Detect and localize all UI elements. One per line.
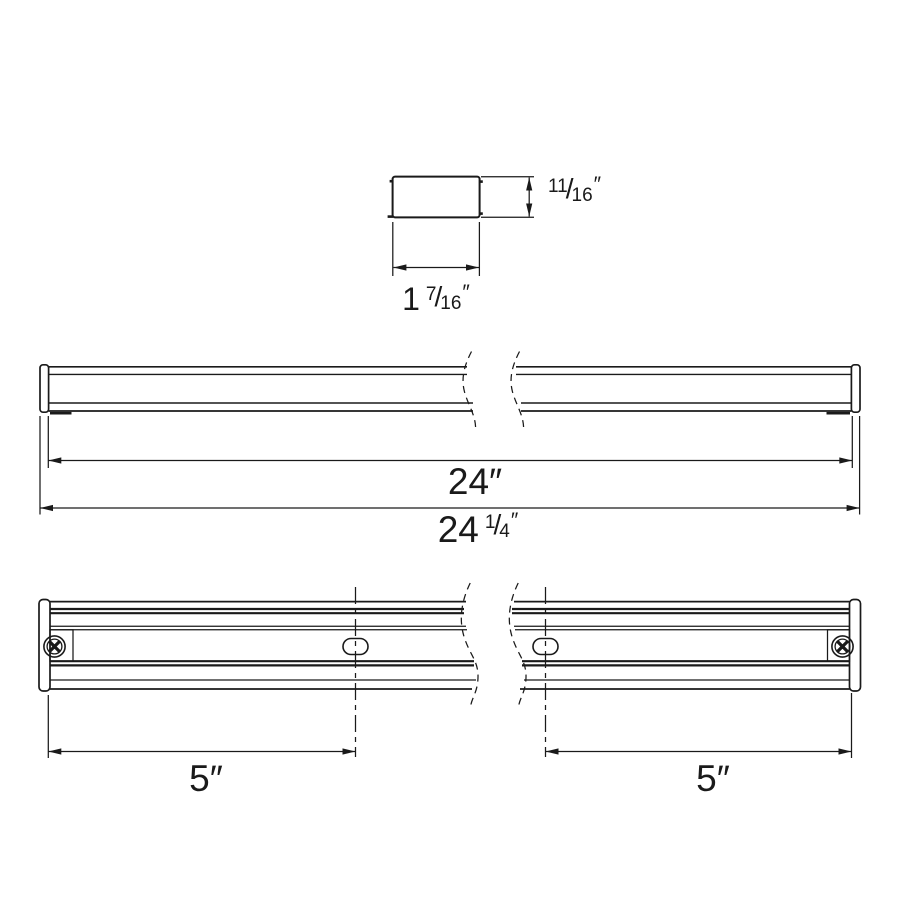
- front-view-endcap-right: [850, 600, 861, 692]
- overall-denominator: 4: [499, 521, 510, 542]
- arrow-left-icon: [40, 505, 53, 511]
- width-numerator: 7: [425, 284, 437, 305]
- width-denominator: 16: [440, 293, 462, 314]
- side-view-foot-left: [50, 412, 72, 415]
- arrow-right-icon: [847, 505, 860, 511]
- width-slash: /: [434, 281, 443, 312]
- dimension-label-length: [448, 463, 502, 500]
- front-view: [39, 583, 861, 758]
- side-view-foot-right: [827, 412, 851, 415]
- arrow-right-icon: [839, 457, 852, 463]
- side-view-body-left: [49, 367, 473, 411]
- overall-unit: ″: [510, 509, 519, 532]
- front-view-body-left: [50, 602, 476, 689]
- width-unit: ″: [462, 281, 470, 304]
- side-view-body-right: [516, 367, 851, 411]
- height-numerator: 11: [548, 176, 568, 197]
- arrow-down-icon: [526, 204, 532, 217]
- arrow-up-icon: [526, 178, 532, 191]
- end-view: [388, 177, 534, 276]
- arrow-left-icon: [393, 264, 406, 270]
- height-slash: /: [565, 173, 574, 204]
- side-view-endcap-left: [40, 365, 49, 412]
- height-unit: ″: [593, 173, 602, 196]
- front-view-body-right: [512, 602, 850, 689]
- phillips-screw-icon: [832, 636, 853, 657]
- phillips-screw-icon: [44, 636, 65, 657]
- right-offset-value: 5″: [696, 758, 730, 799]
- arrow-left-icon: [546, 748, 559, 754]
- dimension-label-height: [548, 175, 601, 205]
- left-offset-value: 5″: [189, 758, 223, 799]
- break-line-icon: [463, 352, 476, 430]
- overall-whole: 24: [437, 509, 479, 550]
- overall-numerator: 1: [484, 512, 496, 533]
- dimension-label-left-offset: [189, 760, 223, 797]
- overall-slash: /: [493, 509, 502, 540]
- dimension-label-width: [402, 283, 470, 315]
- dimension-label-right-offset: [696, 760, 730, 797]
- side-view-endcap-right: [851, 365, 860, 412]
- arrow-right-icon: [839, 748, 852, 754]
- end-view-body: [393, 177, 480, 218]
- arrow-right-icon: [343, 748, 356, 754]
- arrow-left-icon: [48, 457, 61, 463]
- length-value: 24″: [447, 461, 503, 502]
- width-whole: 1: [402, 281, 420, 317]
- arrow-right-icon: [466, 264, 479, 270]
- dimension-label-overall: [438, 511, 519, 548]
- height-denominator: 16: [571, 185, 593, 206]
- arrow-left-icon: [48, 748, 61, 754]
- break-line-icon: [511, 352, 524, 430]
